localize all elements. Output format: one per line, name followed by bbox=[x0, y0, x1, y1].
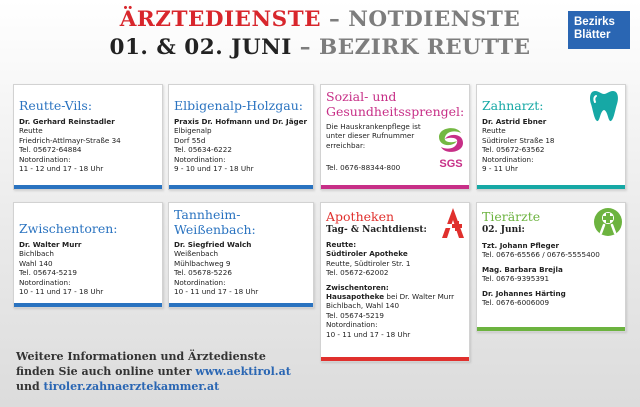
doctor-name: Dr. Astrid Ebner bbox=[482, 117, 547, 126]
card-title: Elbigenalp-Holzgau: bbox=[174, 98, 303, 113]
title-date: 01. & 02. JUNI bbox=[109, 35, 292, 60]
card-title: Tannheim- Weißenbach: bbox=[174, 207, 256, 237]
card-elbigenalp-holzgau: Elbigenalp-Holzgau: Praxis Dr. Hofmann und Dr. Jäger Elbigenalp Dorf 55d Tel. 05634-6222 Notordination: 9 - 10 und 17 - 18 Uhr bbox=[168, 84, 314, 190]
card-tieraerzte: Tierärzte 02. Juni: Tzt. Johann Pfleger Tel. 0676-65566 / 0676-5555400 Mag. Barbara Brejla Tel. 0676-9395391 Dr. Johannes Härting Tel. 0676-6006009 bbox=[476, 202, 626, 332]
card-title: Sozial- und Gesundheitssprengel: bbox=[326, 89, 465, 119]
card-tannheim-weissenbach: Tannheim- Weißenbach: Dr. Siegfried Walch Weißenbach Mühlbachweg 9 Tel. 05678-5226 Notordination: 10 - 11 und 17 - 18 Uhr bbox=[168, 202, 314, 308]
title-bezirk: – BEZIRK REUTTE bbox=[291, 35, 531, 60]
title-aerztedienste: ÄRZTEDIENSTE bbox=[119, 7, 322, 32]
card-apotheken: Apotheken Tag- & Nachtdienst: Reutte: Südtiroler Apotheke Reutte, Südtiroler Str. 1 Tel. 05672-62002 Zwischentoren: Hausapotheke bei Dr. Walter Murr Bichlbach, Wahl 140 Tel. 05674-5219 Notordination: 10 - 11 und 17 - 18 Uhr bbox=[320, 202, 470, 362]
zahnaerztekammer-link[interactable]: tiroler.zahnaerztekammer.at bbox=[43, 380, 220, 393]
doctor-name: Dr. Siegfried Walch bbox=[174, 240, 252, 249]
card-reutte-vils: Reutte-Vils: Dr. Gerhard Reinstadler Reutte Friedrich-Attlmayr-Straße 34 Tel. 05672-64884 Notordination: 11 - 12 und 17 - 18 Uhr bbox=[13, 84, 163, 190]
footer-info: Weitere Informationen und Ärztedienste finden Sie auch online unter www.aektirol.at und tiroler.zahnaerztekammer.at bbox=[16, 350, 291, 393]
card-zwischentoren: Zwischentoren: Dr. Walter Murr Bichlbach Wahl 140 Tel. 05674-5219 Notordination: 10 - 11 und 17 - 18 Uhr bbox=[13, 202, 163, 308]
aektirol-link[interactable]: www.aektirol.at bbox=[195, 365, 291, 378]
card-zahnarzt: Zahnarzt: Dr. Astrid Ebner Reutte Südtiroler Straße 18 Tel. 05672-63562 Notordination: 9 - 11 Uhr bbox=[476, 84, 626, 190]
card-subtitle: 02. Juni: bbox=[482, 225, 525, 235]
doctor-name: Dr. Gerhard Reinstadler bbox=[19, 117, 115, 126]
sgs-logo-icon bbox=[435, 123, 467, 171]
tooth-icon bbox=[589, 89, 619, 123]
card-title: Zwischentoren: bbox=[19, 221, 118, 236]
svg-text:SGS: SGS bbox=[439, 158, 463, 170]
sozial-phone: Tel. 0676-88344-800 bbox=[326, 163, 401, 173]
card-sozial-gesundheitssprengel: Sozial- und Gesundheitssprengel: Die Hauskrankenpflege ist unter dieser Rufnummer erreichbar: Tel. 0676-88344-800 SGS bbox=[320, 84, 470, 190]
vet-name: Tzt. Johann Pfleger bbox=[482, 241, 560, 250]
doctor-name: Dr. Walter Murr bbox=[19, 240, 82, 249]
pharmacy-name: Hausapotheke bbox=[326, 292, 385, 302]
card-title: Apotheken bbox=[326, 209, 395, 224]
card-title: Reutte-Vils: bbox=[19, 98, 93, 113]
vet-name: Mag. Barbara Brejla bbox=[482, 264, 563, 274]
card-subtitle: Tag- & Nachtdienst: bbox=[326, 225, 427, 235]
page-title bbox=[0, 6, 640, 61]
card-title: Tierärzte bbox=[482, 209, 541, 224]
pharmacy-icon bbox=[439, 207, 467, 239]
doctor-name: Praxis Dr. Hofmann und Dr. Jäger bbox=[174, 117, 308, 126]
bezirksblaetter-logo: Bezirks Blätter bbox=[568, 11, 630, 49]
title-notdienste: – NOTDIENSTE bbox=[321, 7, 521, 32]
pharmacy-name: Südtiroler Apotheke bbox=[326, 249, 408, 259]
card-title: Zahnarzt: bbox=[482, 98, 544, 113]
vet-icon bbox=[593, 207, 623, 237]
vet-name: Dr. Johannes Härting bbox=[482, 288, 566, 298]
